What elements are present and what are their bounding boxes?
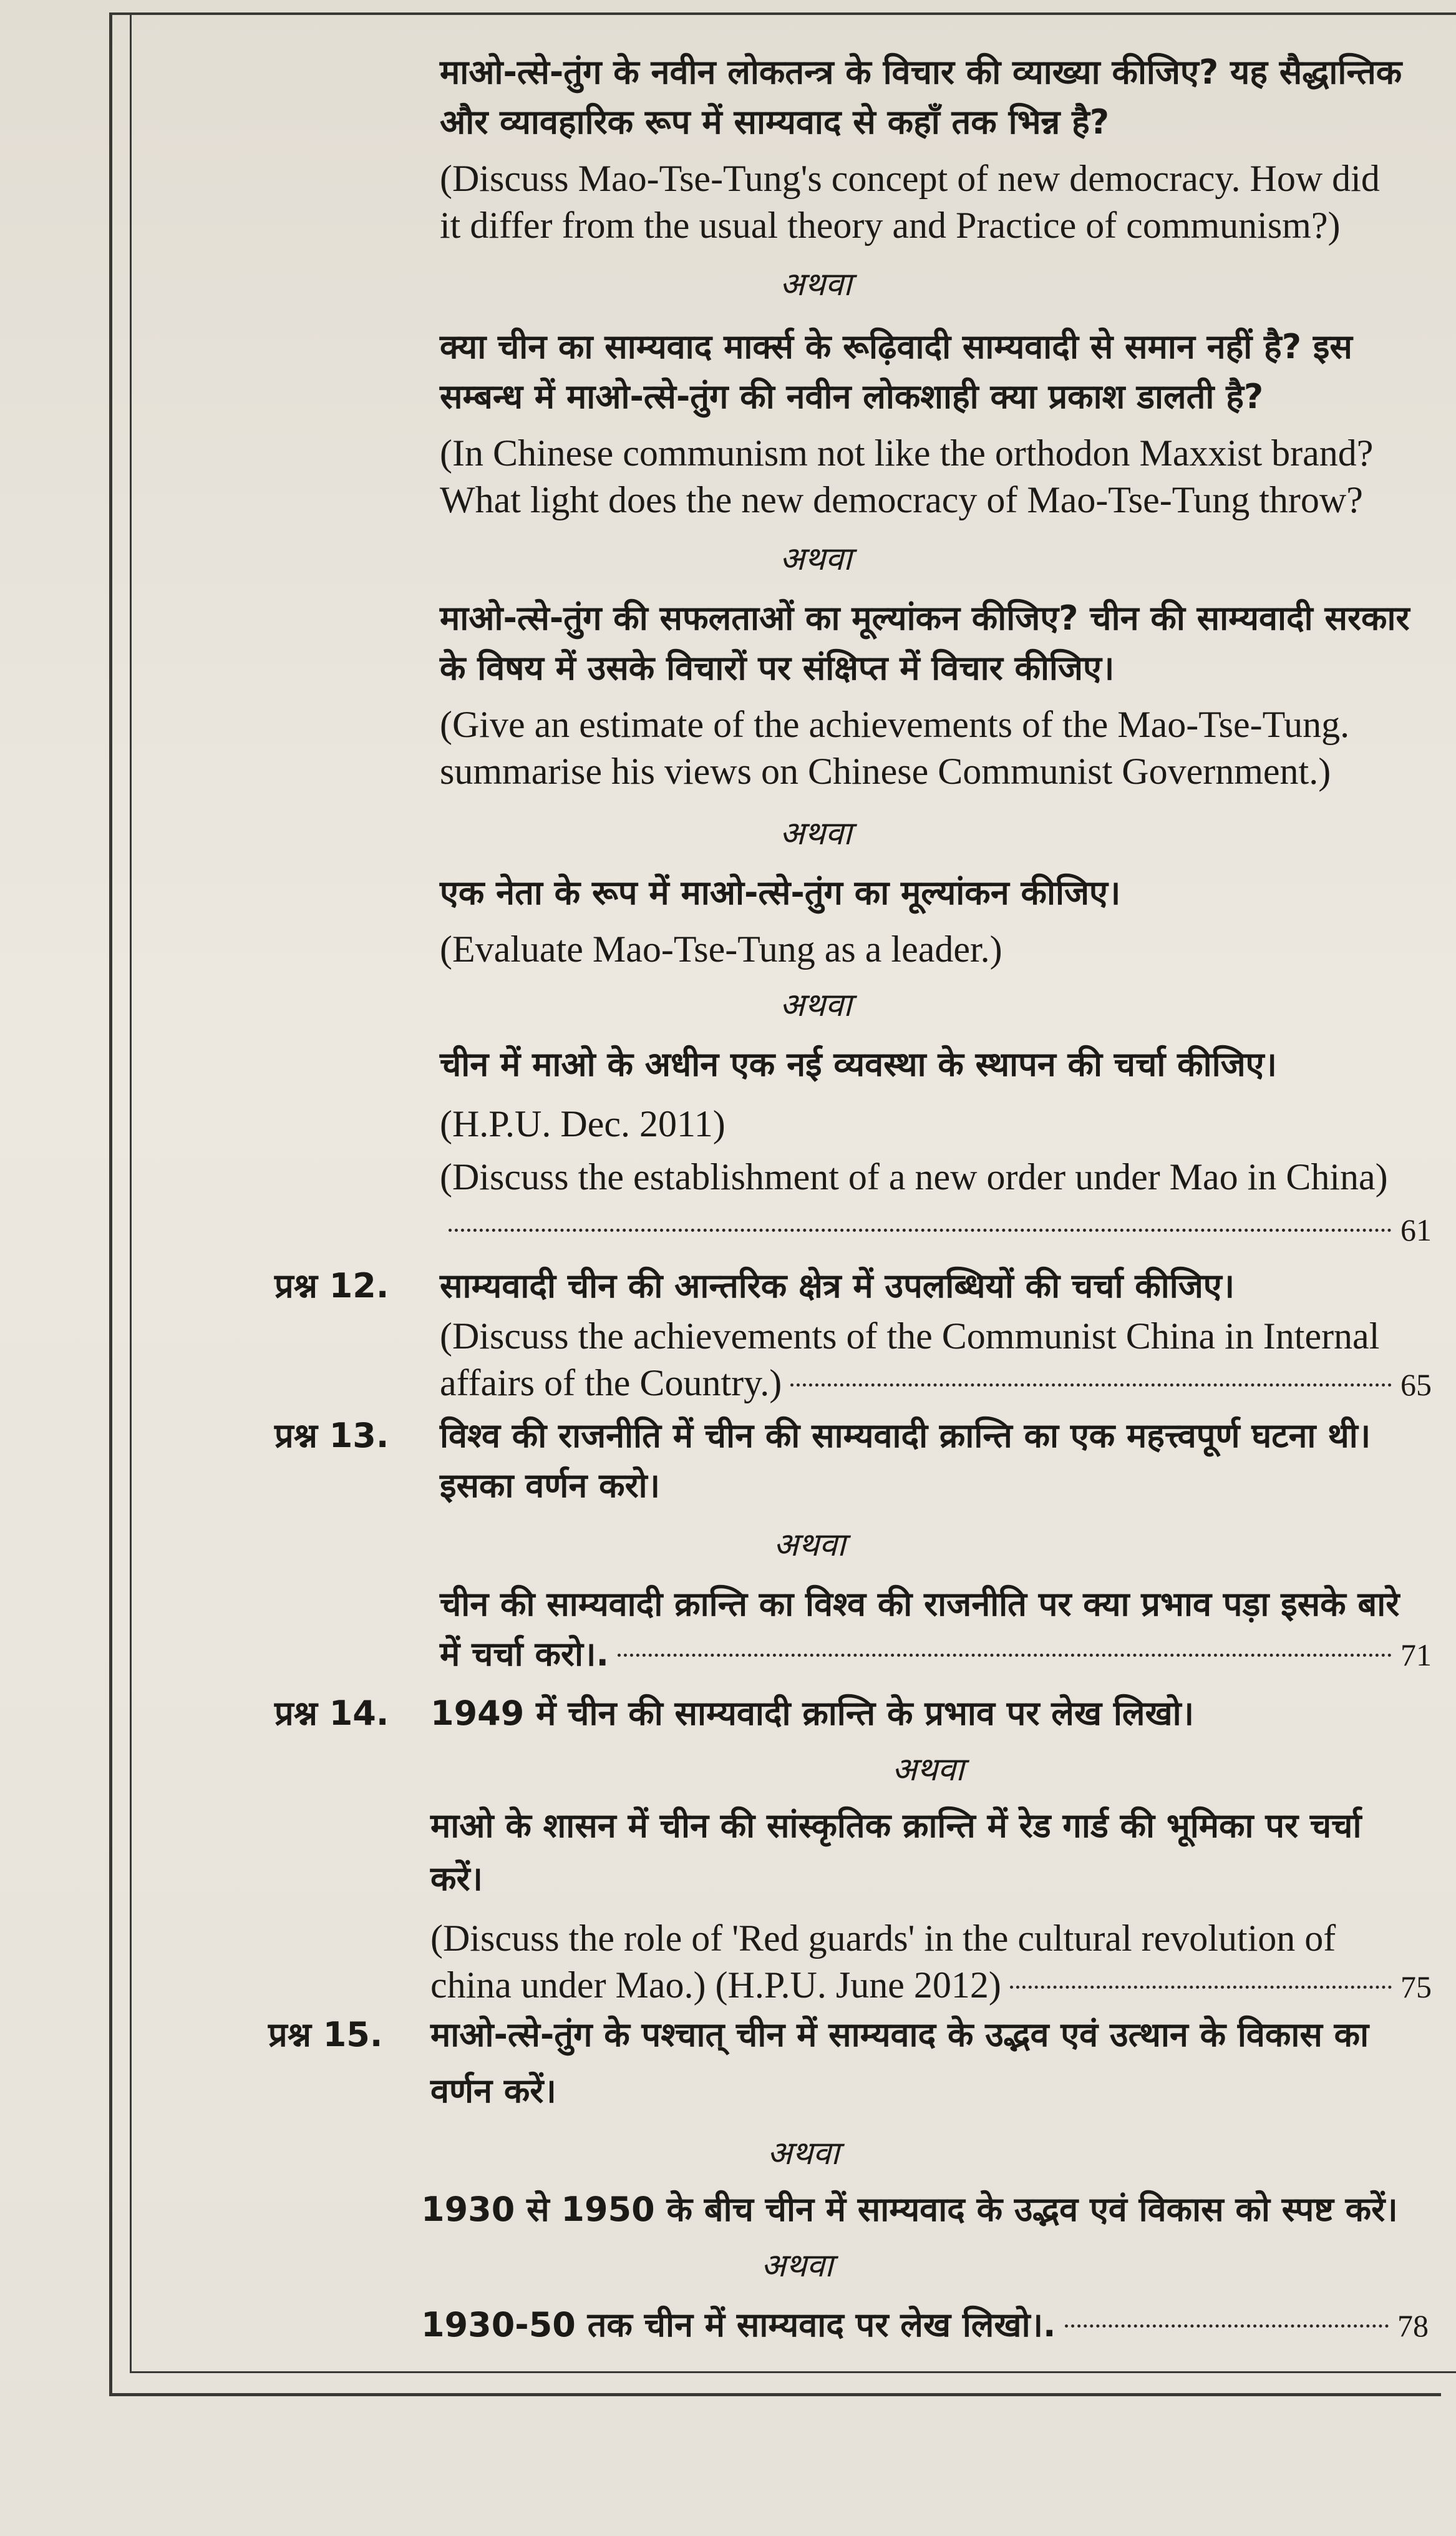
q11-english-5-line-1: (Discuss the establishment of a new order under Mao in China) bbox=[440, 1156, 1388, 1197]
q15-hindi-3-line-1: 1930-50 तक चीन में साम्यवाद पर लेख लिखो।. bbox=[421, 2305, 1056, 2344]
q13-page-number: 71 bbox=[1400, 1637, 1432, 1672]
q11-english-2-line-1: (In Chinese communism not like the orthodon Maxxist brand? bbox=[440, 432, 1374, 474]
q14-english-line-2: china under Mao.) (H.P.U. June 2012) bbox=[430, 1964, 1001, 2006]
athva-separator: अथवा bbox=[767, 2135, 840, 2172]
q14-page-ref-row bbox=[430, 1963, 1432, 2009]
dot-leader bbox=[1010, 1986, 1392, 1989]
q13-hindi-2-line-1: चीन की साम्यवादी क्रान्ति का विश्व की राजनीति पर क्या प्रभाव पड़ा इसके बारे bbox=[440, 1584, 1400, 1624]
q11-hindi-1-line-1: माओ-त्से-तुंग के नवीन लोकतन्त्र के विचार की व्याख्या कीजिए? यह सैद्धान्तिक bbox=[440, 52, 1402, 92]
athva-separator: अथवा bbox=[761, 2247, 833, 2285]
q11-english-2-line-2: What light does the new democracy of Mao-Tse-Tung throw? bbox=[440, 479, 1363, 520]
q12-english-line-2: affairs of the Country.) bbox=[440, 1362, 782, 1403]
q14-english-line-1: (Discuss the role of 'Red guards' in the cultural revolution of bbox=[430, 1918, 1336, 1959]
dot-leader bbox=[790, 1383, 1392, 1387]
q15-hindi-line-1: माओ-त्से-तुंग के पश्चात् चीन में साम्यवाद के उद्भव एवं उत्थान के विकास का bbox=[430, 2015, 1369, 2054]
dot-leader bbox=[1065, 2324, 1389, 2328]
q15-hindi-line-2: वर्णन करें। bbox=[430, 2071, 556, 2110]
dot-leader bbox=[449, 1229, 1392, 1232]
q13-hindi-line-2: इसका वर्णन करो। bbox=[440, 1466, 661, 1505]
q11-hindi-2-line-2: सम्बन्ध में माओ-त्से-तुंग की नवीन लोकशाही क्या प्रकाश डालती है? bbox=[440, 377, 1264, 416]
q14-hindi-2-line-2: करें। bbox=[430, 1859, 483, 1898]
athva-separator: अथवा bbox=[892, 1751, 964, 1788]
q11-english-4-line-1: (Evaluate Mao-Tse-Tung as a leader.) bbox=[440, 929, 1002, 970]
q12-hindi-line-1: साम्यवादी चीन की आन्तरिक क्षेत्र में उपलब्धियों की चर्चा कीजिए। bbox=[440, 1266, 1235, 1305]
q12-page-number: 65 bbox=[1400, 1367, 1432, 1402]
q15-page-ref-row bbox=[421, 2303, 1429, 2348]
q12-label: प्रश्न 12. bbox=[274, 1266, 389, 1305]
q13-label: प्रश्न 13. bbox=[274, 1416, 389, 1455]
q15-label: प्रश्न 15. bbox=[268, 2015, 383, 2054]
dot-leader bbox=[618, 1654, 1392, 1657]
q11-reference: (H.P.U. Dec. 2011) bbox=[440, 1103, 726, 1144]
q11-english-3-line-1: (Give an estimate of the achievements of the Mao-Tse-Tung. bbox=[440, 704, 1350, 745]
q11-hindi-4-line-1: एक नेता के रूप में माओ-त्से-तुंग का मूल्यांकन कीजिए। bbox=[440, 873, 1121, 912]
q14-page-number: 75 bbox=[1400, 1969, 1432, 2004]
athva-separator: अथवा bbox=[780, 540, 852, 578]
q11-hindi-2-line-1: क्या चीन का साम्यवाद मार्क्स के रूढ़िवादी साम्यवादी से समान नहीं है? इस bbox=[440, 327, 1352, 366]
q13-hindi-2-line-2: में चर्चा करो।. bbox=[440, 1634, 609, 1674]
q11-page-ref-row bbox=[440, 1207, 1432, 1252]
q11-english-1-line-2: it differ from the usual theory and Practice of communism?) bbox=[440, 205, 1341, 246]
q11-english-3-line-2: summarise his views on Chinese Communist Government.) bbox=[440, 751, 1331, 792]
q11-page-number: 61 bbox=[1400, 1212, 1432, 1247]
athva-separator: अथवा bbox=[774, 1526, 846, 1564]
q14-hindi-line-1: 1949 में चीन की साम्यवादी क्रान्ति के प्रभाव पर लेख लिखो। bbox=[430, 1694, 1195, 1733]
q11-hindi-3-line-2: के विषय में उसके विचारों पर संक्षिप्त में विचार कीजिए। bbox=[440, 648, 1115, 688]
athva-separator: अथवा bbox=[780, 266, 852, 303]
q12-english-line-1: (Discuss the achievements of the Communist China in Internal bbox=[440, 1315, 1380, 1357]
q13-page-ref-row bbox=[440, 1632, 1432, 1677]
q11-english-1-line-1: (Discuss Mao-Tse-Tung's concept of new democracy. How did bbox=[440, 158, 1380, 199]
q11-hindi-3-line-1: माओ-त्से-तुंग की सफलताओं का मूल्यांकन कीजिए? चीन की साम्यवादी सरकार bbox=[440, 598, 1410, 638]
q15-page-number: 78 bbox=[1397, 2308, 1429, 2343]
q11-hindi-1-line-2: और व्यावहारिक रूप में साम्यवाद से कहाँ तक भिन्न है? bbox=[440, 102, 1110, 142]
q14-hindi-2-line-1: माओ के शासन में चीन की सांस्कृतिक क्रान्ति में रेड गार्ड की भूमिका पर चर्चा bbox=[430, 1806, 1362, 1845]
q12-page-ref-row bbox=[440, 1360, 1432, 1407]
q15-hindi-2-line-1: 1930 से 1950 के बीच चीन में साम्यवाद के उद्भव एवं विकास को स्पष्ट करें। bbox=[421, 2190, 1398, 2229]
q11-hindi-5-line-1: चीन में माओ के अधीन एक नई व्यवस्था के स्थापन की चर्चा कीजिए। bbox=[440, 1045, 1277, 1084]
athva-separator: अथवा bbox=[780, 987, 852, 1024]
athva-separator: अथवा bbox=[780, 815, 852, 852]
q14-label: प्रश्न 14. bbox=[274, 1694, 389, 1733]
q13-hindi-line-1: विश्व की राजनीति में चीन की साम्यवादी क्रान्ति का एक महत्त्वपूर्ण घटना थी। bbox=[440, 1416, 1371, 1455]
